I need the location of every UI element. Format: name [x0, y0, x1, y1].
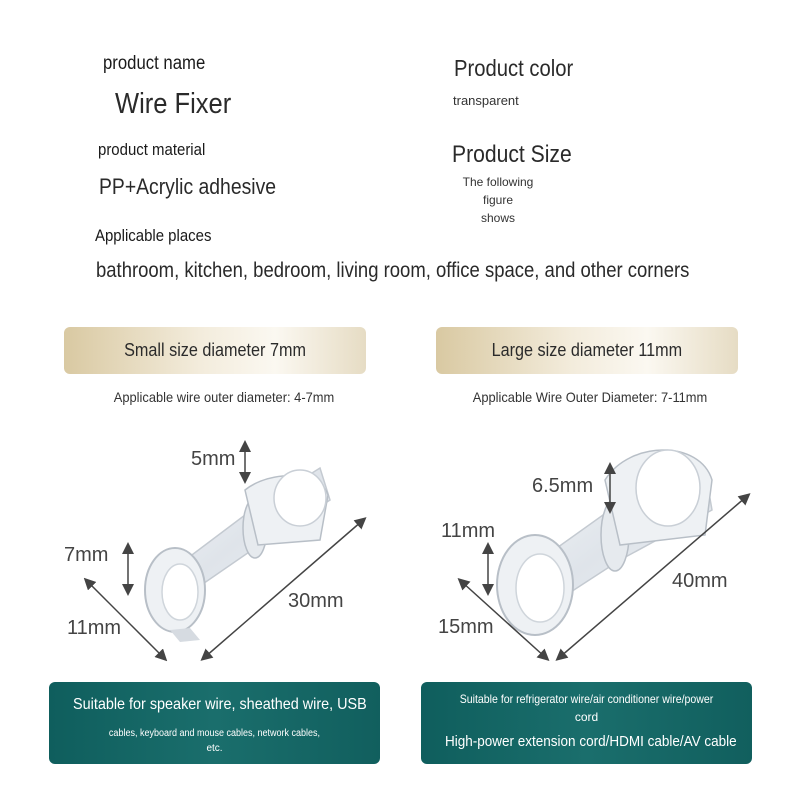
product-size-label: Product Size [452, 141, 572, 168]
large-dim-length: 40mm [672, 570, 728, 592]
product-color-label: Product color [454, 55, 574, 81]
large-size-subtitle: Applicable Wire Outer Diameter: 7-11mm [472, 389, 708, 405]
small-dim-length: 30mm [288, 590, 344, 612]
small-size-subtitle: Applicable wire outer diameter: 4-7mm [113, 389, 335, 405]
product-material-value: PP+Acrylic adhesive [99, 174, 277, 199]
small-dim-top: 5mm [191, 448, 236, 470]
large-dim-height: 11mm [441, 520, 496, 542]
small-footer-card [49, 682, 380, 764]
large-footer-small-line2: cord [574, 710, 599, 724]
small-footer-small-line2: etc. [206, 743, 223, 754]
product-size-value-line2: shows [480, 211, 515, 225]
product-name-label: product name [103, 53, 206, 74]
small-footer-main: Suitable for speaker wire, sheathed wire, USB [73, 696, 367, 713]
large-footer-card [421, 682, 752, 764]
product-size-value-line1: The following figure [462, 175, 534, 207]
large-clip-image [497, 450, 712, 635]
product-color-value: transparent [453, 93, 519, 108]
product-material-label: product material [98, 140, 206, 159]
large-footer-main: High-power extension cord/HDMI cable/AV cable [445, 733, 737, 750]
small-clip-image [145, 468, 330, 642]
small-footer-small-line1: cables, keyboard and mouse cables, network cables, [108, 728, 321, 739]
large-dim-top: 6.5mm [532, 475, 594, 497]
small-dim-height: 7mm [64, 544, 109, 566]
small-footer-small [49, 726, 380, 756]
large-size-title: Large size diameter 11mm [491, 340, 683, 360]
applicable-places-value: bathroom, kitchen, bedroom, living room, office space, and other corners [96, 259, 690, 282]
large-footer-small [421, 690, 752, 726]
small-size-title: Small size diameter 7mm [124, 340, 306, 360]
large-footer-small-line1: Suitable for refrigerator wire/air conditioner wire/power [459, 692, 714, 706]
large-dim-width: 15mm [438, 616, 494, 638]
product-name-value: Wire Fixer [115, 88, 232, 120]
applicable-places-label: Applicable places [95, 226, 212, 245]
small-dim-width: 11mm [67, 617, 122, 639]
